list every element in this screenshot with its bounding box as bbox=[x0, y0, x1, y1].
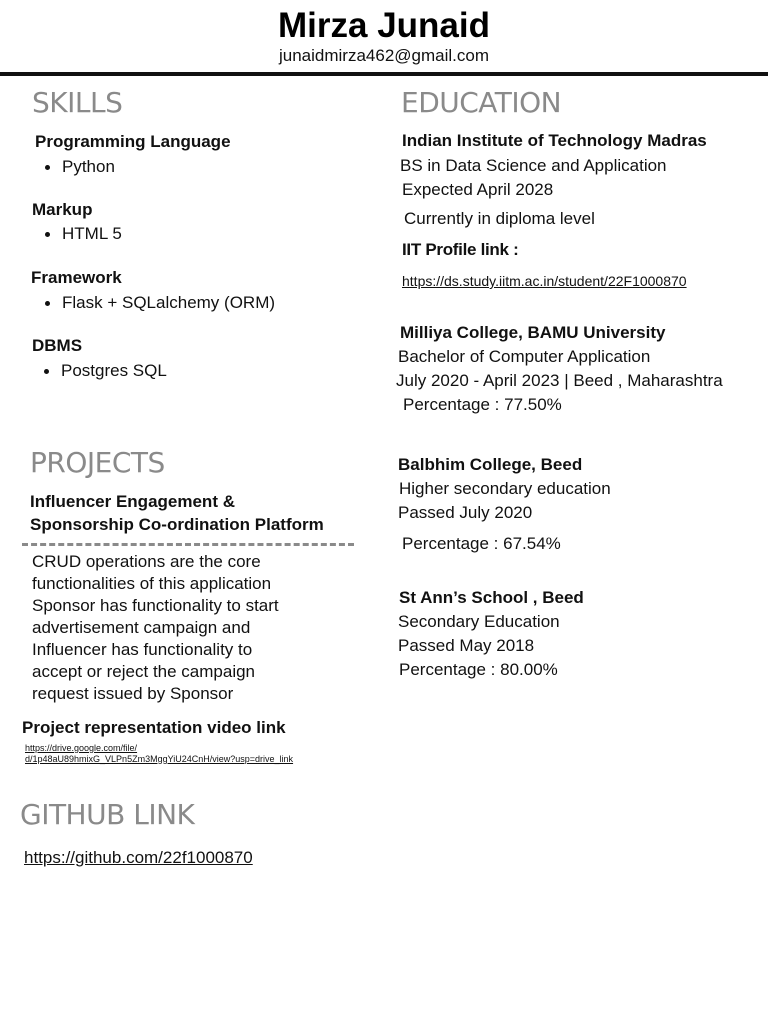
percentage-text: Percentage : 67.54% bbox=[402, 534, 561, 553]
resume-name: Mirza Junaid bbox=[278, 6, 490, 45]
institution-name: Milliya College, BAMU University bbox=[400, 323, 666, 342]
institution-name: St Ann’s School , Beed bbox=[399, 588, 584, 607]
bullet-icon bbox=[45, 165, 50, 170]
expected-date: Expected April 2028 bbox=[402, 180, 554, 199]
degree-text: BS in Data Science and Application bbox=[400, 156, 667, 175]
video-link[interactable]: https://drive.google.com/file/ d/1p48aU89hmixG_VLPn5Zm3MggYiU24CnH/view?usp=drive_link bbox=[25, 743, 294, 764]
passed-text: Passed May 2018 bbox=[398, 636, 535, 655]
education-heading: EDUCATION bbox=[401, 86, 562, 119]
project-description-line: CRUD operations are the core bbox=[32, 552, 261, 571]
video-link-heading: Project representation video link bbox=[22, 718, 286, 737]
project-description-line: Sponsor has functionality to start bbox=[32, 596, 279, 615]
skill-group-title: Markup bbox=[32, 200, 93, 219]
skill-item: Flask + SQLalchemy (ORM) bbox=[45, 293, 275, 313]
bullet-icon bbox=[45, 232, 50, 237]
skill-item: Python bbox=[45, 157, 115, 177]
skill-item: HTML 5 bbox=[45, 224, 122, 244]
email-address: junaidmirza462@gmail.com bbox=[278, 46, 489, 65]
profile-link[interactable]: https://ds.study.iitm.ac.in/student/22F1000870 bbox=[402, 273, 687, 289]
project-title-line: Sponsorship Co-ordination Platform bbox=[30, 515, 324, 534]
project-description-line: accept or reject the campaign bbox=[32, 662, 256, 681]
project-description-line: request issued by Sponsor bbox=[32, 684, 234, 703]
project-description-line: functionalities of this application bbox=[32, 574, 272, 593]
skill-item: Postgres SQL bbox=[44, 361, 167, 381]
degree-text: Higher secondary education bbox=[399, 479, 611, 498]
project-divider bbox=[22, 543, 354, 546]
project-description-line: Influencer has functionality to bbox=[32, 640, 253, 659]
github-heading: GITHUB LINK bbox=[20, 798, 195, 831]
skill-group-title: Programming Language bbox=[35, 132, 231, 151]
project-title-line: Influencer Engagement & bbox=[30, 492, 235, 511]
skill-group-title: Framework bbox=[31, 268, 122, 287]
period-text: July 2020 - April 2023 | Beed , Maharashtra bbox=[396, 371, 723, 390]
bullet-icon bbox=[44, 369, 49, 374]
passed-text: Passed July 2020 bbox=[398, 503, 533, 522]
skills-heading: SKILLS bbox=[32, 86, 123, 119]
percentage-text: Percentage : 77.50% bbox=[403, 395, 562, 414]
institution-name: Balbhim College, Beed bbox=[398, 455, 583, 474]
projects-heading: PROJECTS bbox=[30, 446, 165, 479]
github-link[interactable]: https://github.com/22f1000870 bbox=[24, 848, 253, 867]
level-text: Currently in diploma level bbox=[404, 209, 595, 228]
degree-text: Bachelor of Computer Application bbox=[398, 347, 651, 366]
bullet-icon bbox=[45, 301, 50, 306]
project-description-line: advertisement campaign and bbox=[32, 618, 251, 637]
degree-text: Secondary Education bbox=[398, 612, 560, 631]
profile-link-label: IIT Profile link : bbox=[402, 240, 519, 259]
institution-name: Indian Institute of Technology Madras bbox=[402, 131, 707, 150]
header-divider bbox=[0, 72, 768, 76]
skill-group-title: DBMS bbox=[32, 336, 83, 355]
percentage-text: Percentage : 80.00% bbox=[399, 660, 558, 679]
